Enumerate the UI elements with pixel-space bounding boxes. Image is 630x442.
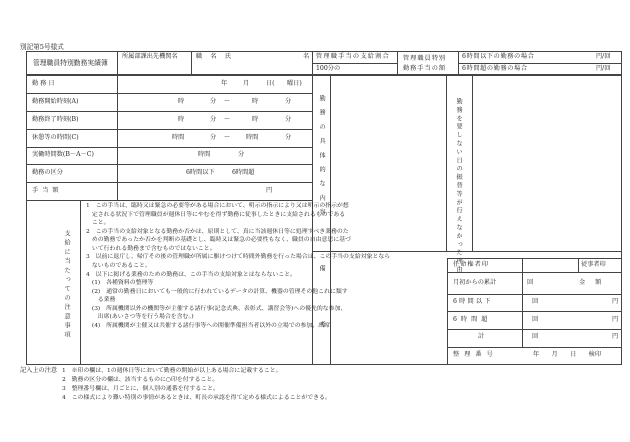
end-h1: 時 [178, 116, 185, 123]
end-m1: 分 [210, 116, 217, 123]
date-year: 年 [221, 80, 228, 87]
worker-seal-label: 従事者印 [581, 261, 606, 268]
allowance-label-1: 管理職員特別 [403, 55, 447, 62]
under6-tally-label: 6時間以下 [453, 298, 493, 305]
date-month: 月 [243, 80, 250, 87]
allowance-label-2: 勤務手当の額 [403, 65, 447, 72]
row-label-start: 勤務開始時刻(A) [32, 98, 79, 105]
date-weekday: 曜日) [287, 80, 302, 87]
ratio-value: 100分の [316, 65, 341, 72]
amount-yen: 円 [266, 187, 273, 194]
amount-label: 金額 [579, 279, 612, 286]
start-m2: 分 [285, 98, 292, 105]
actual-minutes: 分 [238, 151, 245, 158]
name-label: 職 名 氏 [196, 53, 232, 60]
dept-field[interactable] [122, 64, 187, 73]
bikou-label: 備考 [318, 265, 326, 378]
row-label-break: 休憩等の時間(C) [32, 134, 79, 141]
start-h1: 時 [178, 98, 185, 105]
cumulative-unit: 回 [527, 279, 534, 286]
notes-list: 1 この手当は、臨時又は緊急の必要等がある場合において、明示の指示により又は明示の指示が想 定される状況下で管理職員が週休日等にやむを得ず勤務に従事したときに支給されるものである こと。 2 この手当の支給対象となる勤務か否かは、原則として、真に当該週休日等に処理すべき業務のた めの勤務であったか否かを判断の基礎とし、臨時又は緊急の必要性もなく、職員の自由意思に基づ いて行われる勤務まで含むものではないこと。 3 以前に退庁し、帰庁その後の管理職が所属に駆けつけて時間外勤務を行った場合は、この手当の支給対象となら ないものであること。 4 以下に掲げる業務のための勤務は、この手当の支給対象とはならないこと。 (1) 各種資料の整理等 (2) 通常の勤務日においても一般的に行われているデータの計算、機器の管理その他これに類す る業務 (3) 所属機関以外の機関等が主催する諸行事(記念式典、表彰式、講習会等)への優先的な参加、 出席(あいさつ等を行う場合を含む。) (4) 所属機関が主催又は共催する諸行事等への開催準備担当者以外の立場での参加、出席 [86, 203, 391, 329]
over6-tally-count: 回 [532, 316, 539, 323]
ledger-number-label: 整理番号 [453, 351, 498, 358]
name-field[interactable] [196, 64, 308, 73]
row-label-category: 勤務の区分 [32, 169, 63, 176]
approver-seal-label: 任命権者印 [453, 261, 489, 268]
footer-notes: 1 ※印の欄は、1の週休日等において勤務の開始が以上ある場合に記載すること。 2 勤務の区分の欄は、該当するものに○印を付すること。 3 整理番号欄は、月ごとに、個人別の通番を付すること。 4 この様式により難い特別の事情があるときは、町長の承認を得て定める様式によることができる。 [62, 368, 331, 402]
date-day: 日( [266, 80, 275, 87]
row-label-end: 勤務終了時刻(B) [32, 116, 79, 123]
over6-rate-unit: 円/回 [596, 65, 611, 72]
ratio-label: 管理職手当の支給割合 [316, 53, 390, 60]
name-suffix: 名 [303, 53, 310, 60]
dept-label: 所属部課出先機関名 [122, 53, 178, 60]
actual-hours: 時間 [198, 151, 211, 158]
break-h2: 時間 [246, 134, 259, 141]
over6-tally-yen: 円 [612, 316, 619, 323]
end-tilde: ～ [224, 116, 231, 123]
start-tilde: ～ [224, 98, 231, 105]
row-label-date: 勤務日 [32, 80, 57, 87]
no-substitute-reason-label: 勤務を要しない日の振替等が行えなかった理由 [455, 98, 463, 275]
category-under6[interactable]: 6時間以下 [186, 169, 215, 176]
under6-rate-unit: 円/回 [596, 53, 611, 60]
row-label-amount: 手当額 [32, 187, 63, 194]
break-m1: 分 [210, 134, 217, 141]
total-label: 計 [478, 333, 485, 340]
cumulative-label: 月初からの累計 [453, 279, 497, 286]
start-m1: 分 [210, 98, 217, 105]
total-yen: 円 [612, 333, 619, 340]
footer-title: 記入上の注意 [20, 367, 58, 374]
inspection-date-label: 年 月 日 検印 [533, 351, 602, 358]
end-m2: 分 [285, 116, 292, 123]
notes-vertical-label: 支給に当たっての注意事項 [63, 230, 71, 341]
form-code: 別記第5号様式 [20, 43, 64, 51]
over6-rate-label: 6時間超の勤務の場合 [462, 65, 528, 72]
under6-rate-label: 6時間以下の勤務の場合 [462, 53, 535, 60]
break-tilde: ～ [224, 134, 231, 141]
form-title: 管理職員特別勤務実績簿 [33, 59, 108, 67]
under6-tally-count: 回 [532, 298, 539, 305]
work-content-label: 勤務の具体的な内容 [318, 95, 326, 223]
over6-tally-label: 6時間超 [453, 316, 492, 323]
break-m2: 分 [285, 134, 292, 141]
total-count: 回 [532, 333, 539, 340]
start-h2: 時 [252, 98, 259, 105]
under6-tally-yen: 円 [612, 298, 619, 305]
row-label-actual: 実働時間数(B－A－C) [32, 151, 94, 158]
end-h2: 時 [252, 116, 259, 123]
category-over6[interactable]: 6時間超 [232, 169, 255, 176]
break-h1: 時間 [172, 134, 185, 141]
